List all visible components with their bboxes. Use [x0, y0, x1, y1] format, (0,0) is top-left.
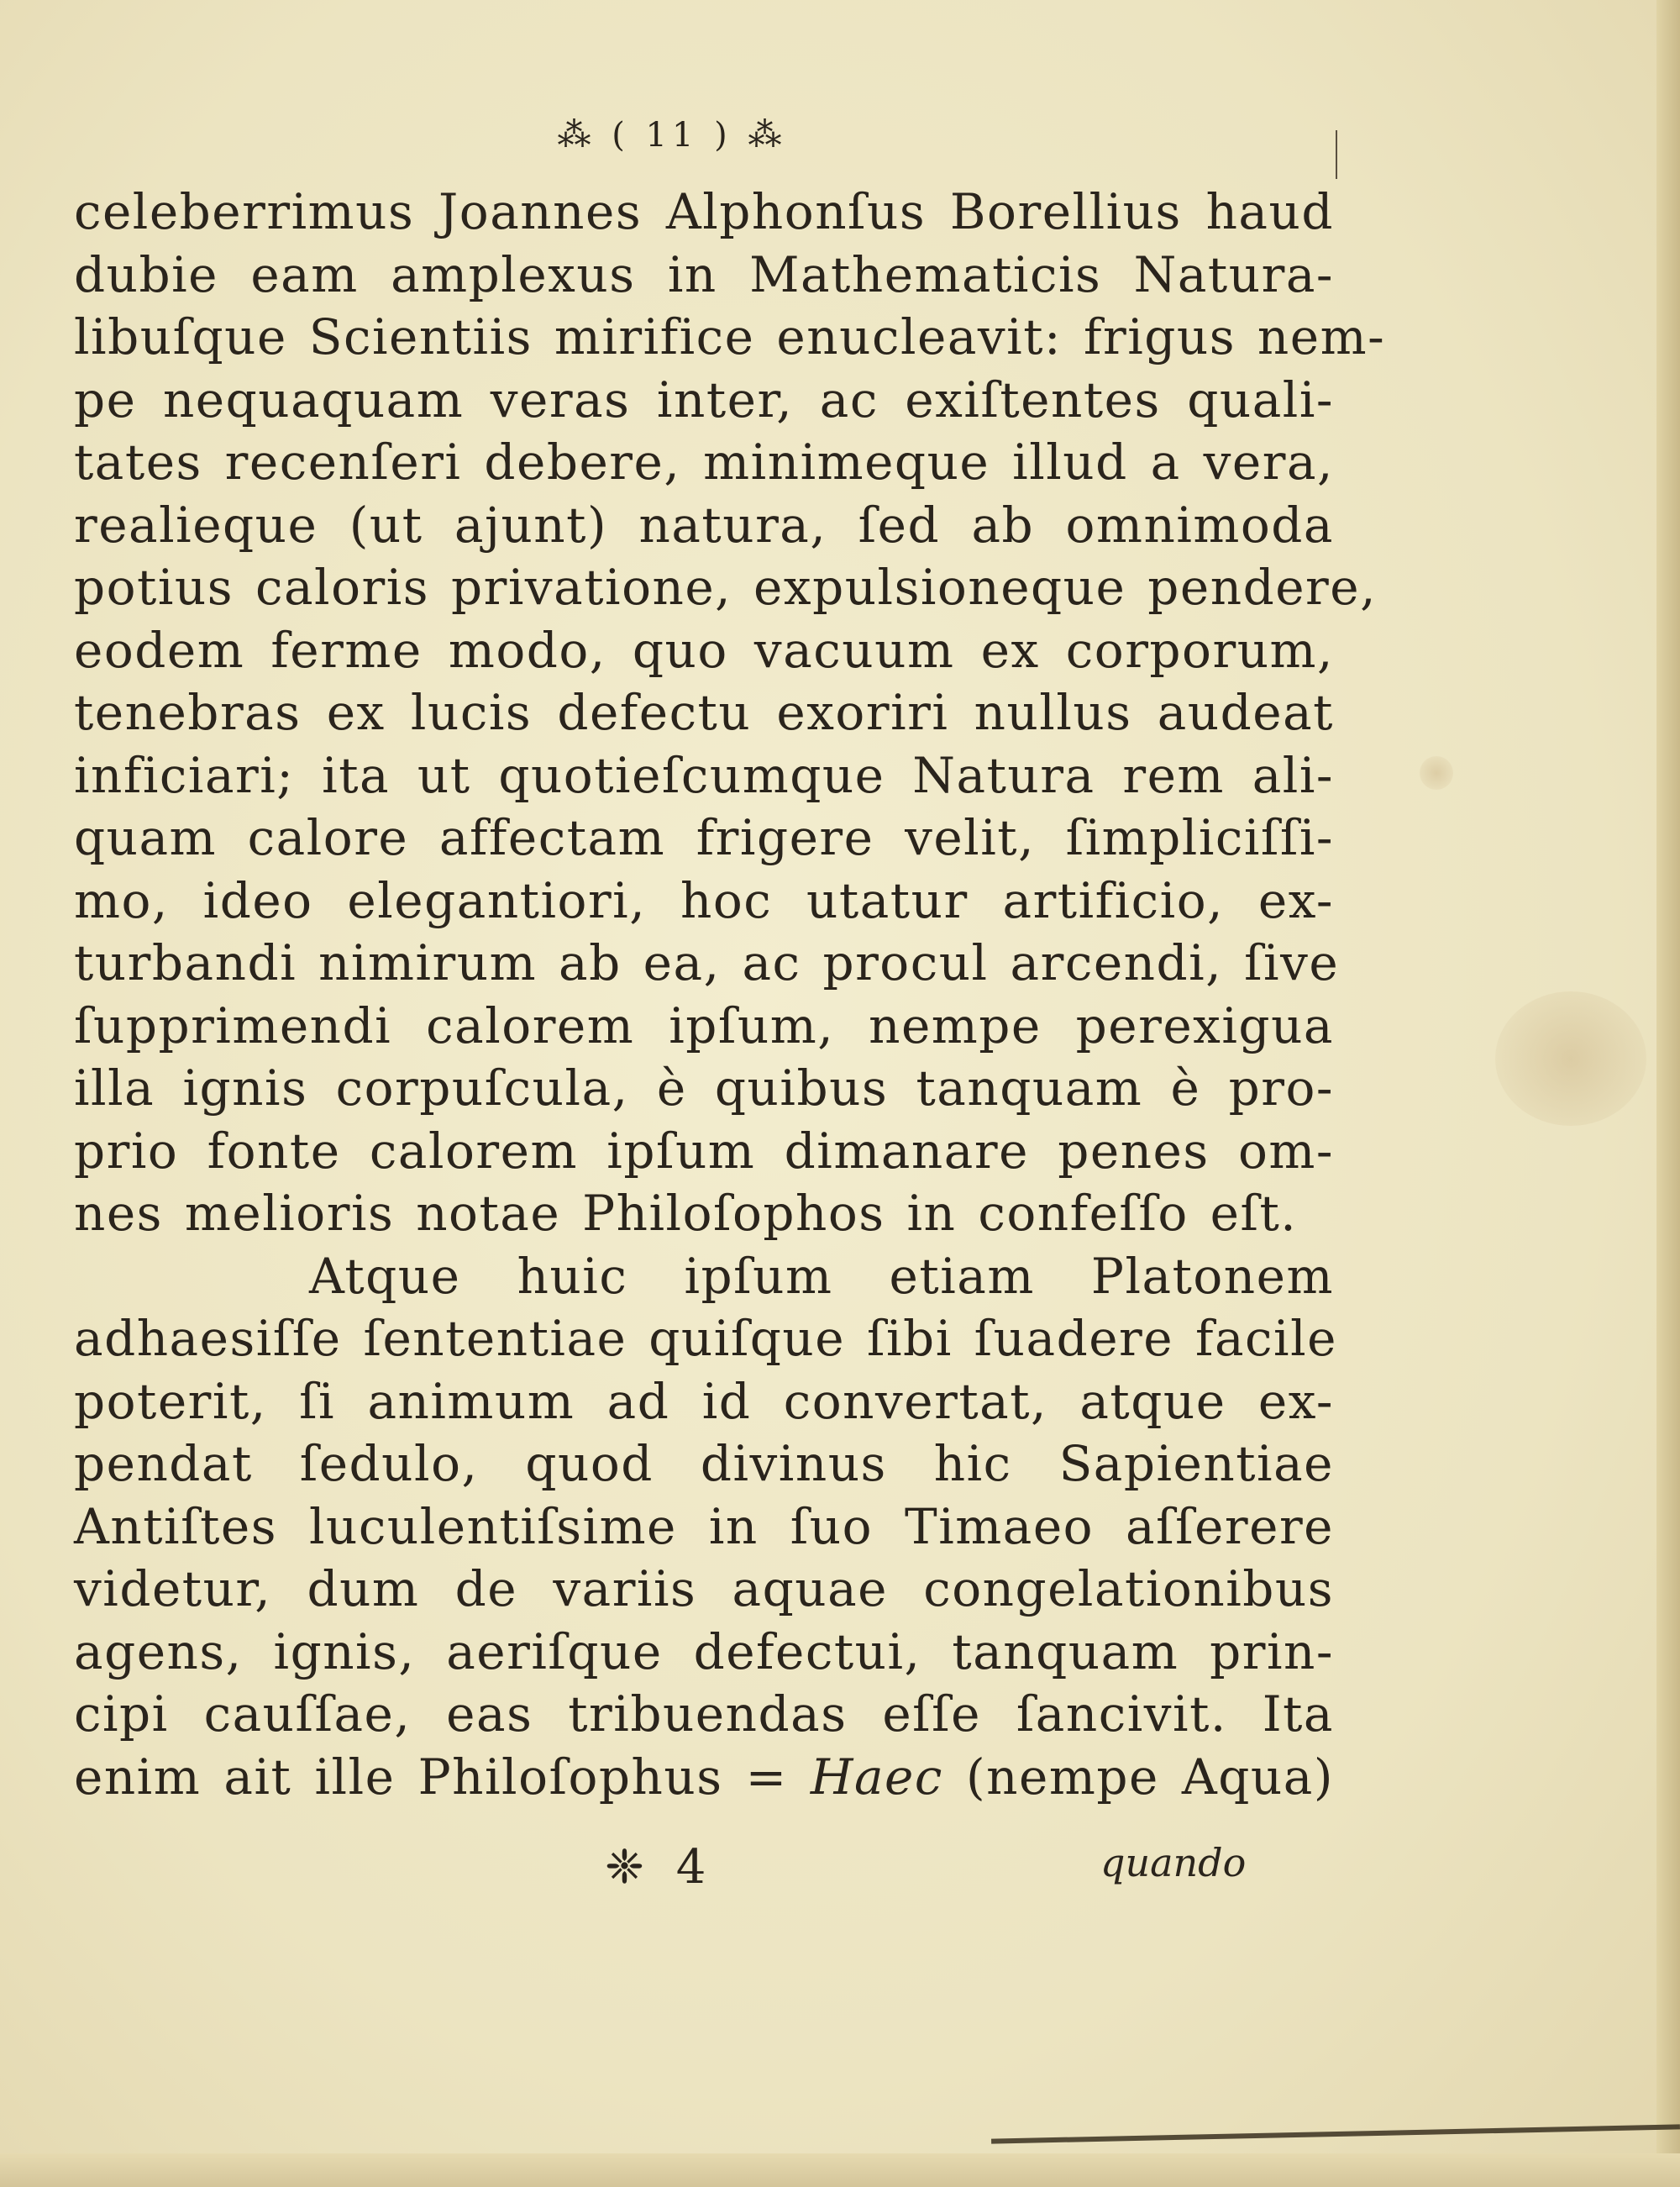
text-line: nes melioris notae Philoſophos in confeſſo eſt.: [74, 1185, 1298, 1242]
text-line: illa ignis corpuſcula, è quibus tanquam è pro-: [74, 1059, 1334, 1117]
text-line: libuſque Scientiis mirifice enucleavit: frigus nem-: [74, 308, 1386, 365]
catchword: quando: [1100, 1840, 1247, 1885]
page-bottom-shadow: [991, 2124, 1680, 2143]
text-line: potius caloris privatione, expulsioneque pendere,: [74, 559, 1378, 616]
final-line-end: (nempe Aqua): [966, 1748, 1334, 1806]
text-line: realieque (ut ajunt) natura, ſed ab omnimoda: [74, 496, 1334, 554]
text-line: tates recenſeri debere, minimeque illud a vera,: [74, 434, 1334, 491]
text-line: prio fonte calorem ipſum dimanare penes om-: [74, 1122, 1334, 1180]
fleuron-icon: ❈: [605, 1840, 653, 1895]
text-line: ſupprimendi calorem ipſum, nempe perexigua: [74, 996, 1334, 1054]
text-line: videtur, dum de variis aquae congelationibus: [74, 1560, 1334, 1617]
text-line: celeberrimus Joannes Alphonſus Borellius haud: [74, 183, 1334, 240]
text-line: mo, ideo elegantiori, hoc utatur artificio, ex-: [74, 871, 1334, 929]
final-line-start: enim ait ille Philoſophus =: [74, 1748, 788, 1806]
paper-stain: [1495, 991, 1646, 1126]
paper-stain: [1420, 756, 1453, 790]
page-edge-right: [1656, 0, 1680, 2187]
text-line: inficiari; ita ut quotieſcumque Natura rem ali-: [74, 746, 1334, 804]
text-line: pe nequaquam veras inter, ac exiſtentes quali-: [74, 371, 1334, 428]
left-ornament-icon: ⁂: [557, 116, 596, 155]
text-line: adhaesiſſe ſententiae quiſque ſibi ſuadere facile: [74, 1310, 1337, 1367]
text-line: turbandi nimirum ab ea, ac procul arcendi, ſive: [74, 934, 1340, 991]
page-number: ( 11 ): [612, 116, 732, 155]
right-ornament-icon: ⁂: [748, 116, 787, 155]
text-line: cipi cauſſae, eas tribuendas eſſe ſancivit. Ita: [74, 1685, 1334, 1743]
text-line: agens, ignis, aeriſque defectui, tanquam prin-: [74, 1622, 1334, 1680]
italic-quote-start: Haec: [810, 1748, 943, 1806]
signature-mark: [605, 1840, 714, 1895]
header-rule: [1336, 130, 1337, 179]
text-line: dubie eam amplexus in Mathematicis Natura-: [74, 245, 1334, 303]
paragraph-start-line: Atque huic ipſum etiam Platonem: [309, 1247, 1334, 1305]
text-line: quam calore affectam frigere velit, ſimpliciſſi-: [74, 809, 1334, 866]
page-footer: [0, 1840, 1344, 1907]
signature-number: 4: [675, 1840, 715, 1895]
text-line: tenebras ex lucis defectu exoriri nullus audeat: [74, 684, 1334, 741]
text-line-final: [74, 1746, 1334, 1809]
text-line: pendat ſedulo, quod divinus hic Sapientiae: [74, 1435, 1334, 1492]
page-edge-bottom: [0, 2153, 1680, 2187]
text-line: poterit, ſi animum ad id convertat, atque ex-: [74, 1372, 1334, 1430]
text-line: eodem ferme modo, quo vacuum ex corporum,: [74, 621, 1334, 679]
text-line: Antiſtes luculentiſsime in ſuo Timaeo aſſerere: [74, 1497, 1334, 1555]
page-header: [0, 116, 1344, 155]
body-text: [74, 181, 1386, 1808]
